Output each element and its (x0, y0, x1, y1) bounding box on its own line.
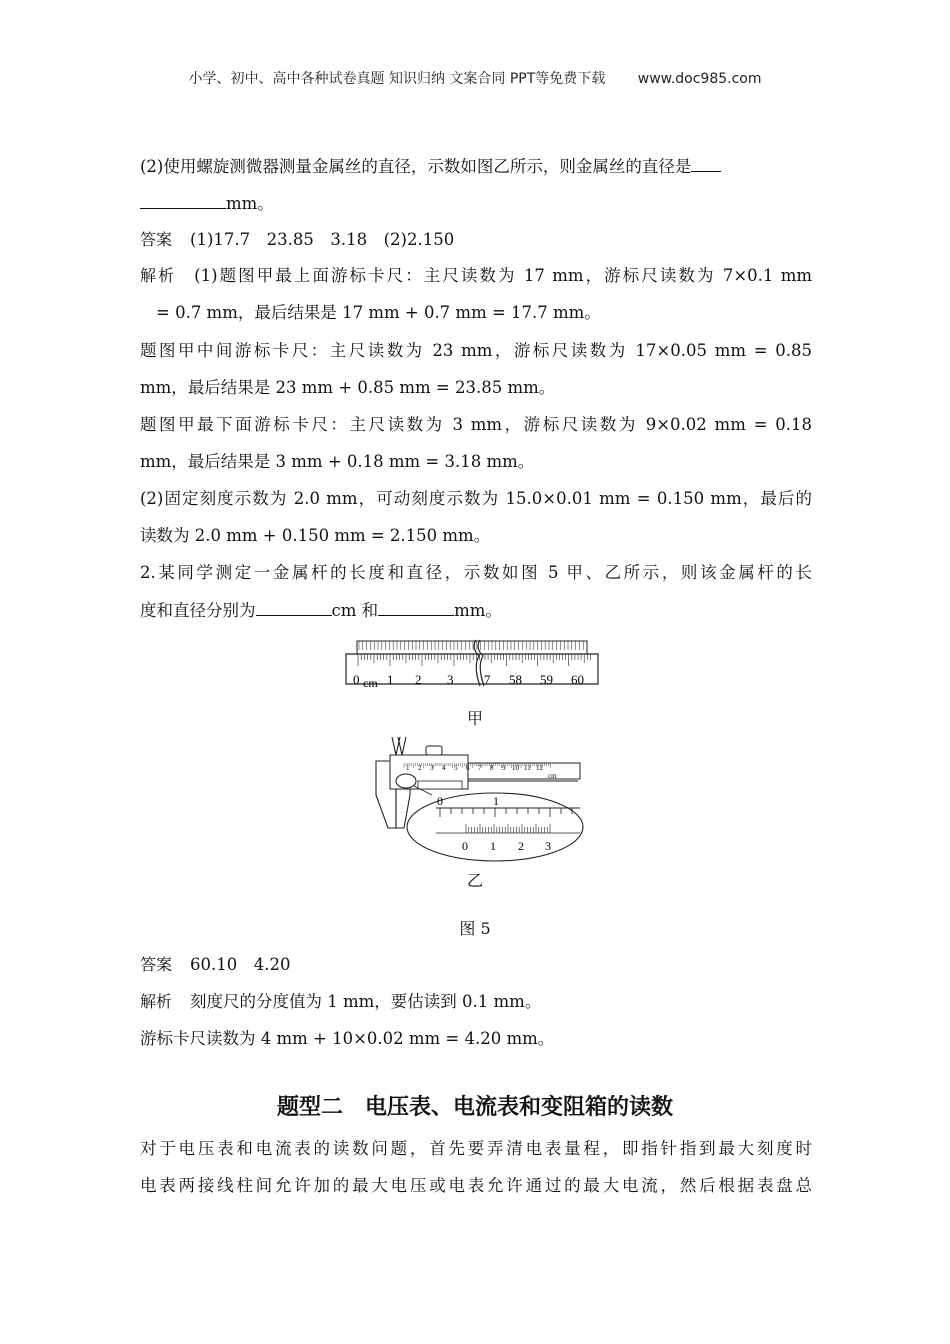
figure-label-yi: 乙 (466, 871, 483, 890)
analysis-text: 读数为 2.0 mm + 0.150 mm = 2.150 mm。 (140, 526, 491, 545)
analysis-text: 题图甲最下面游标卡尺：主尺读数为 3 mm，游标尺读数为 9×0.02 mm = 0.18 (140, 415, 812, 434)
q2-text: 度和直径分别为 (140, 601, 256, 620)
caliper-label-8: 8 (490, 764, 494, 772)
ruler-label-0: 0 (353, 672, 360, 687)
analysis-line-1 (140, 263, 812, 289)
diameter-blank (378, 597, 454, 616)
answer-line-1 (140, 227, 812, 253)
analysis-line-4 (140, 375, 812, 401)
analysis-text: (2)固定刻度示数为 2.0 mm，可动刻度示数为 15.0×0.01 mm = 0.150 mm，最后的 (140, 489, 812, 508)
caliper-label-9: 9 (502, 764, 506, 772)
answer-text: (1)17.7 23.85 3.18 (2)2.150 (190, 230, 455, 249)
q2-text: cm 和 (331, 601, 379, 620)
ruler-label-3: 3 (447, 672, 454, 687)
section-line-1 (140, 1136, 812, 1162)
answer-label: 答案 (140, 955, 173, 974)
analysis-line-7 (140, 486, 812, 512)
caliper-label-6: 6 (466, 764, 470, 772)
header-site-link[interactable]: www.doc985.com (637, 71, 762, 87)
analysis-line-8 (140, 523, 812, 549)
zoom-vernier-label-1: 1 (490, 839, 496, 853)
ruler-figure (343, 636, 605, 694)
q-prev-line2 (140, 190, 812, 217)
q2-text: mm。 (454, 601, 502, 620)
q-prev-text: (2)使用螺旋测微器测量金属丝的直径，示数如图乙所示，则金属丝的直径是 (140, 157, 692, 176)
section-text: 对于电压表和电流表的读数问题，首先要弄清电表量程，即指针指到最大刻度时 (140, 1139, 812, 1158)
page-header (0, 68, 950, 88)
ruler-label-cm: cm (363, 676, 378, 690)
caliper-figure (370, 733, 592, 863)
analysis-label: 解析 (140, 266, 177, 285)
analysis-line-2 (140, 300, 812, 326)
zoom-main-label-1: 1 (493, 794, 499, 808)
answer-label: 答案 (140, 230, 173, 249)
ruler-label-7: 7 (484, 672, 491, 687)
answer-blank (691, 153, 721, 172)
analysis-line-6 (140, 449, 812, 475)
section-heading: 题型二 电压表、电流表和变阻箱的读数 (276, 1095, 673, 1120)
q-prev-line1 (140, 153, 812, 180)
zoom-vernier-label-0: 0 (462, 839, 468, 853)
caliper-label-1: 1 (406, 764, 410, 772)
section-line-2 (140, 1173, 812, 1199)
caliper-label-12: 12 (536, 764, 543, 772)
analysis-label: 解析 (140, 992, 173, 1011)
caliper-label-10: 10 (512, 764, 519, 772)
figure-caption: 图 5 (459, 919, 491, 938)
analysis-line-3 (140, 338, 812, 364)
answer-blank-cont (140, 190, 226, 209)
section-text: 电表两接线柱间允许加的最大电压或电表允许通过的最大电流，然后根据表盘总 (140, 1176, 812, 1195)
q2-analysis-line-2 (140, 1026, 812, 1052)
ruler-label-58: 58 (509, 672, 522, 687)
ruler-label-59: 59 (540, 672, 553, 687)
caliper-label-3: 3 (430, 764, 434, 772)
analysis-text: 刻度尺的分度值为 1 mm，要估读到 0.1 mm。 (190, 992, 542, 1011)
analysis-text: 游标卡尺读数为 4 mm + 10×0.02 mm = 4.20 mm。 (140, 1029, 555, 1048)
q2-line2 (140, 597, 812, 624)
q2-text: 2.某同学测定一金属杆的长度和直径，示数如图 5 甲、乙所示，则该金属杆的长 (140, 563, 812, 582)
analysis-text: (1)题图甲最上面游标卡尺：主尺读数为 17 mm，游标尺读数为 7×0.1 mm (194, 266, 812, 285)
q2-analysis-line-1 (140, 989, 812, 1015)
ruler-label-1: 1 (387, 672, 394, 687)
zoom-main-label-0: 0 (437, 794, 443, 808)
zoom-vernier-label-3: 3 (545, 839, 551, 853)
figure-label-jia: 甲 (466, 709, 483, 728)
q2-line1 (140, 560, 812, 586)
caliper-label-11: 11 (524, 764, 531, 772)
ruler-label-2: 2 (415, 672, 422, 687)
zoom-vernier-label-2: 2 (518, 839, 524, 853)
unit-text: mm。 (226, 194, 274, 213)
analysis-text: mm，最后结果是 3 mm + 0.18 mm = 3.18 mm。 (140, 452, 535, 471)
caliper-label-4: 4 (442, 764, 446, 772)
ruler-label-60: 60 (571, 672, 584, 687)
q2-answer-line (140, 952, 812, 978)
length-blank (256, 597, 332, 616)
analysis-text: mm，最后结果是 23 mm + 0.85 mm = 23.85 mm。 (140, 378, 556, 397)
analysis-text: 题图甲中间游标卡尺：主尺读数为 23 mm，游标尺读数为 17×0.05 mm = 0.85 (140, 341, 812, 360)
analysis-text: = 0.7 mm，最后结果是 17 mm + 0.7 mm = 17.7 mm。 (156, 303, 601, 322)
header-text: 小学、初中、高中各种试卷真题 知识归纳 文案合同 PPT等免费下载 (188, 71, 606, 87)
caliper-label-7: 7 (478, 764, 482, 772)
caliper-label-5: 5 (454, 764, 458, 772)
caliper-label-2: 2 (418, 764, 422, 772)
analysis-line-5 (140, 412, 812, 438)
answer-text: 60.10 4.20 (190, 955, 291, 974)
caliper-label-cm: cm (548, 772, 557, 780)
